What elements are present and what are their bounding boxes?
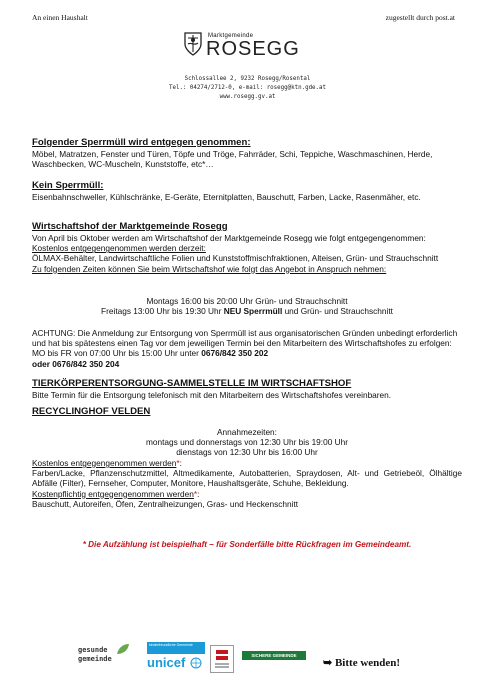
unicef-badge-text: kinderfreundliche Gemeinde: [147, 642, 205, 654]
phone-primary: 0676/842 350 202: [201, 348, 269, 359]
recycling-free-items: Farben/Lacke, Pflanzenschutzmittel, Altmedikamente, Autobatterien, Spraydosen, Alt- und Getriebeöl, Ölhältige Abfälle (Filter), Fernseher, Computer, Monitore, Haushaltsgeräte, Schuhe, Bekleidung.: [32, 468, 462, 489]
section-sperrmuell: [32, 137, 462, 169]
recyclinghof-hours: [32, 427, 462, 458]
wirtschaftshof-free-items: ÖLMAX-Behälter, Landwirtschaftliche Folien und Kunststoffmischfraktionen, Alteisen, Grün- und Strauchschnitt: [32, 253, 439, 264]
gesunde-label: gesunde: [78, 646, 108, 654]
times-monday: Montags 16:00 bis 20:00 Uhr Grün- und Strauchschnitt: [146, 296, 348, 306]
partner-emblem: [210, 645, 234, 673]
logo-subtitle: Marktgemeinde: [208, 33, 254, 39]
recyclinghof-items: [32, 458, 462, 509]
recycling-free-label: Kostenlos entgegengenommen werden: [32, 458, 177, 468]
unicef-logo: [147, 642, 205, 674]
arrow-icon: ➥: [323, 657, 333, 669]
address-website: www.rosegg.gv.at: [219, 94, 276, 100]
coat-of-arms-icon: [184, 32, 202, 56]
times-friday: [32, 306, 462, 316]
times-friday-pre: Freitags 13:00 Uhr bis 19:30 Uhr: [101, 306, 224, 317]
phone-secondary: oder 0676/842 350 204: [32, 358, 120, 369]
address-contact: Tel.: 04274/2712-0, e-mail: rosegg@ktn.gde.at: [168, 85, 327, 91]
address-street: Schlossallee 2, 9232 Rosegg/Rosental: [184, 76, 311, 82]
hours-title: Annahmezeiten:: [217, 427, 277, 437]
wirtschaftshof-intro: Von April bis Oktober werden am Wirtschaftshof der Marktgemeinde Rosegg wie folgt entgegengenommen:: [32, 233, 426, 243]
recycling-free-label-row: Kostenlos entgegengenommen werden*:: [32, 458, 182, 468]
addressee-note: An einen Haushalt: [32, 13, 88, 22]
wirtschaftshof-times-label: Zu folgenden Zeiten können Sie beim Wirtschaftshof wie folgt das Angebot in Anspruch nehmen:: [32, 263, 387, 274]
achtung-text: ACHTUNG: Die Anmeldung zur Entsorgung von Sperrmüll ist aus organisatorischen Gründen unbedingt erforderlich und hat bis spätestens einen Tag vor dem jeweiligen Termin bei den Mitarbeitern des Wirtschaftshofes zu erfolgen: MO bis FR von 07:00 Uhr bis 15:00 Uhr unter: [32, 328, 458, 359]
recycling-free-mark: *: [176, 458, 180, 468]
kein-sperrmuell-list: Eisenbahnschweller, Kühlschränke, E-Geräte, Eternitplatten, Bauschutt, Farben, Lacke, Rasenmäher, etc.: [32, 192, 421, 202]
municipality-logo: [184, 30, 324, 70]
section-wirtschaftshof: [32, 221, 462, 274]
section-tierkoerper: [32, 378, 462, 400]
logo-title: ROSEGG: [206, 38, 300, 60]
wirtschaftshof-times: [32, 296, 462, 316]
section-kein-sperrmuell: [32, 180, 462, 202]
times-friday-post: und Grün- und Strauchschnitt: [282, 306, 393, 317]
turn-page-label: Bitte wenden!: [334, 657, 401, 669]
recycling-paid-label: Kostenpflichtig entgegengenommen werden: [32, 488, 194, 499]
times-friday-new: NEU Sperrmüll: [223, 306, 283, 317]
emblem-icon: [211, 646, 233, 670]
sperrmuell-list: Möbel, Matratzen, Fenster und Türen, Töpfe und Tröge, Fahrräder, Schi, Teppiche, Waschmaschinen, Herde, Waschbecken, WC-Muscheln, Kunststoffe, etc*…: [32, 149, 433, 170]
disclaimer-note: * Die Aufzählung ist beispielhaft – für Sonderfälle bitte Rückfragen im Gemeindeamt.: [82, 540, 412, 549]
gesunde-gemeinde-logo: [78, 646, 140, 672]
heading-tierkoerper: TIERKÖRPERENTSORGUNG-SAMMELSTELLE IM WIRTSCHAFTSHOF: [32, 378, 352, 389]
delivery-note: zugestellt durch post.at: [385, 13, 455, 22]
hours-mon-thu: montags und donnerstags von 12:30 Uhr bis 19:00 Uhr: [145, 437, 349, 448]
leaf-icon: [116, 643, 130, 655]
hours-tue: dienstags von 12:30 Uhr bis 16:00 Uhr: [176, 447, 318, 458]
globe-icon: [190, 657, 202, 669]
address-block: [0, 75, 495, 102]
wirtschaftshof-free-label: Kostenlos entgegengenommen werden derzeit:: [32, 243, 206, 254]
recycling-paid-label-row: Kostenpflichtig entgegengenommen werden*:: [32, 488, 200, 499]
heading-sperrmuell: Folgender Sperrmüll wird entgegen genommen:: [32, 137, 251, 148]
heading-recyclinghof: RECYCLINGHOF VELDEN: [32, 406, 151, 417]
unicef-wordmark: unicef: [147, 655, 186, 670]
achtung-notice: [32, 328, 462, 369]
tierkoerper-text: Bitte Termin für die Entsorgung telefonisch mit den Mitarbeitern des Wirtschaftshofes vereinbaren.: [32, 390, 392, 400]
turn-page-note: [323, 656, 400, 669]
heading-kein-sperrmuell: Kein Sperrmüll:: [32, 180, 104, 191]
sichere-gemeinde-logo: SICHERE GEMEINDE: [242, 651, 306, 660]
recycling-paid-mark: *: [193, 488, 198, 499]
heading-wirtschaftshof: Wirtschaftshof der Marktgemeinde Rosegg: [32, 221, 228, 232]
recycling-paid-items: Bauschutt, Autoreifen, Öfen, Zentralheizungen, Gras- und Heckenschnitt: [32, 498, 299, 509]
section-recyclinghof: [32, 406, 462, 418]
gemeinde-label: gemeinde: [78, 655, 112, 663]
